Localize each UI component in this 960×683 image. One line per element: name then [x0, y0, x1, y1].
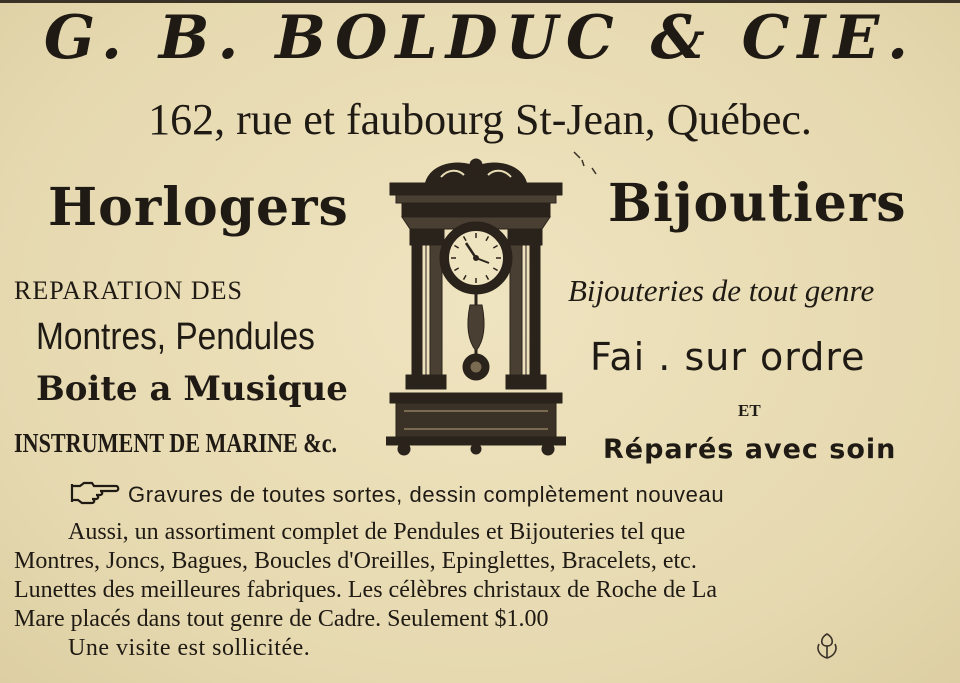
printer-ornament-icon	[814, 632, 840, 660]
company-name: G. B. BOLDUC & CIE.	[43, 3, 917, 73]
heading-horlogers: Horlogers	[48, 177, 349, 238]
fai-sur-ordre-text: Fai . sur ordre	[590, 335, 866, 379]
pointing-hand-icon	[70, 480, 120, 506]
gravures-text: Gravures de toutes sortes, dessin complètement nouveau	[128, 482, 725, 507]
boite-musique-text: Boite a Musique	[36, 369, 348, 409]
bijouteries-text: Bijouteries de tout genre	[568, 273, 875, 308]
instrument-marine-text: INSTRUMENT DE MARINE &c.	[14, 428, 338, 458]
paragraph-line: Mare placés dans tout genre de Cadre. Seulement $1.00	[14, 606, 549, 632]
mantel-clock-illustration	[386, 155, 566, 460]
paragraph-line: Montres, Joncs, Bagues, Boucles d'Oreilles, Epinglettes, Bracelets, etc.	[14, 548, 697, 574]
paragraph-line: Lunettes des meilleures fabriques. Les célèbres christaux de Roche de La	[14, 577, 718, 603]
print-speck	[570, 148, 610, 178]
repares-text: Réparés avec soin	[603, 434, 897, 465]
montres-pendules-text: Montres, Pendules	[36, 316, 315, 358]
company-address: 162, rue et faubourg St-Jean, Québec.	[148, 95, 812, 144]
assortment-paragraph	[14, 518, 938, 634]
visite-text: Une visite est sollicitée.	[68, 635, 311, 661]
paragraph-line: Aussi, un assortiment complet de Pendules et Bijouteries tel que	[68, 519, 686, 545]
et-text: ET	[738, 401, 761, 420]
heading-bijoutiers: Bijoutiers	[608, 173, 907, 234]
reparation-label: REPARATION DES	[14, 276, 244, 305]
